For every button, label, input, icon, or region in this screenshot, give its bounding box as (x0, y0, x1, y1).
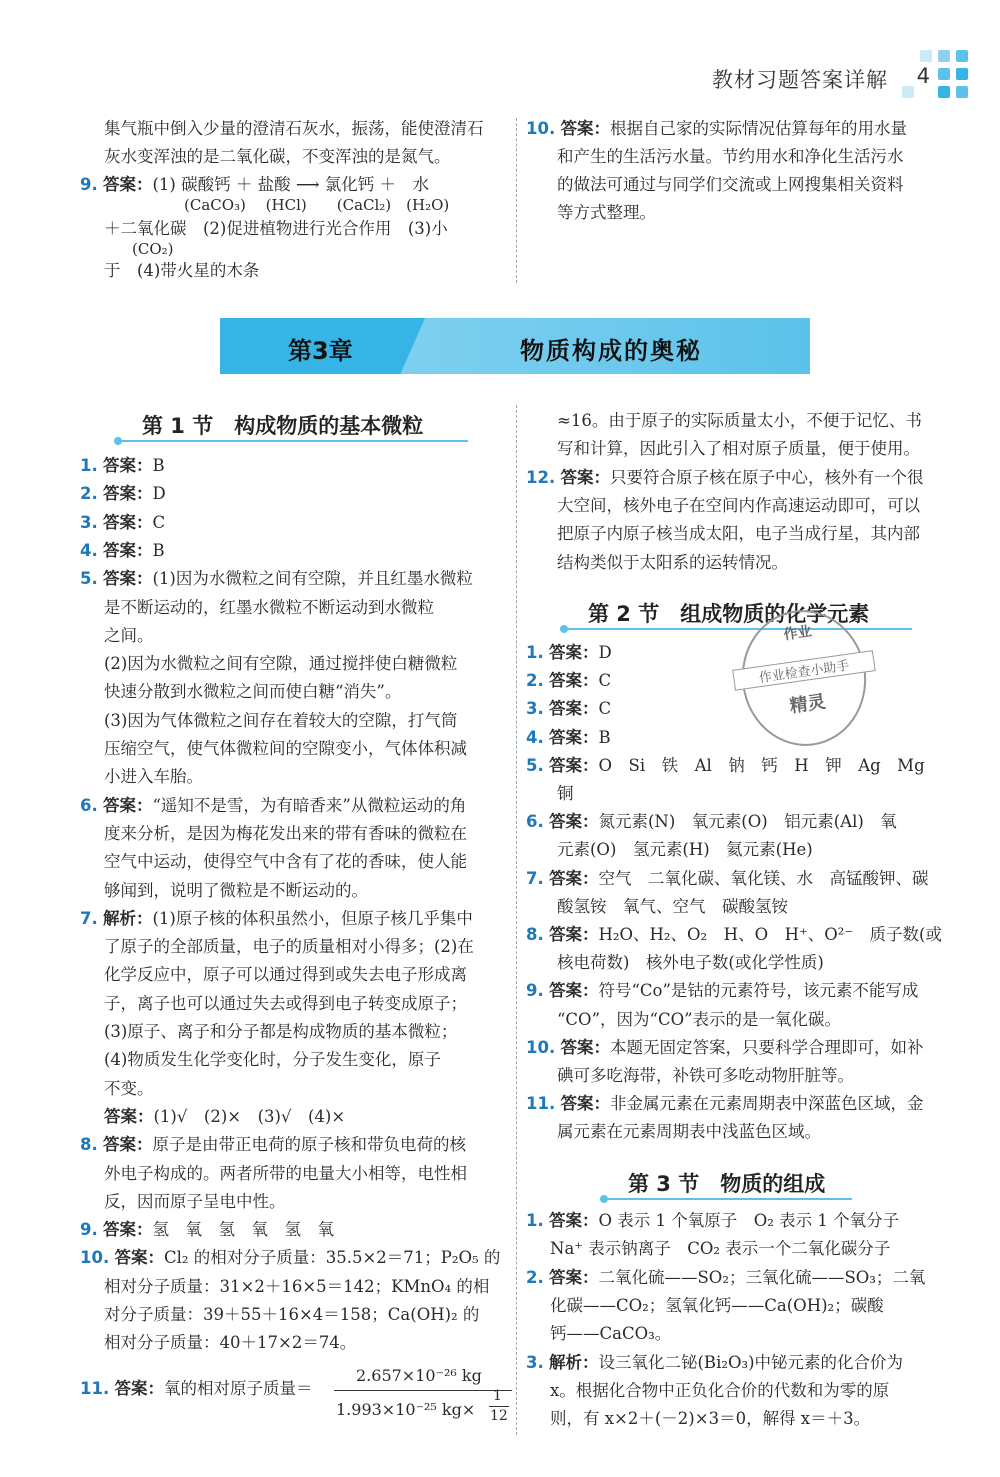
page-header-title: 教材习题答案详解 (712, 68, 888, 92)
text-line: 之间。 (104, 625, 154, 645)
answer-item: 4. 答案：B (80, 540, 165, 560)
text-line: 大空间，核外电子在空间内作高速运动即可，可以 (557, 495, 920, 515)
text-line: 属元素在元素周期表中浅蓝色区域。 (557, 1122, 821, 1142)
answer-item: 2. 答案：C (526, 671, 612, 691)
text-line: 于 (4)带火星的木条 (104, 261, 260, 280)
text-line: (CaCO₃) (HCl) (CaCl₂) (H₂O) (184, 196, 450, 214)
text-line: Na⁺ 表示钠离子 CO₂ 表示一个二氧化碳分子 (550, 1239, 891, 1259)
answer-item: 1. 答案：O 表示 1 个氧原子 O₂ 表示 1 个氧分子 (526, 1211, 900, 1230)
answer-item: 1. 答案：D (526, 643, 612, 662)
fraction-denominator: 1.993×10⁻²⁵ kg× (336, 1400, 476, 1419)
text-line: “CO”，因为“CO”表示的是一氧化碳。 (557, 1009, 842, 1029)
text-line: 子，离子也可以通过失去或得到电子转变成原子； (104, 993, 467, 1013)
section-underline (604, 1198, 852, 1200)
text-line: 够闻到，说明了微粒是不断运动的。 (104, 880, 368, 900)
fraction-numerator: 2.657×10⁻²⁶ kg (356, 1366, 482, 1385)
text-line: 度来分析，是因为梅花发出来的带有香味的微粒在 (104, 823, 467, 843)
answer-item: 9. 答案：符号“Co”是钴的元素符号，该元素不能写成 (526, 981, 919, 1001)
text-line: 空气中运动，使得空气中含有了花的香味，使人能 (104, 852, 467, 872)
text-line: (3)原子、离子和分子都是构成物质的基本微粒； (104, 1022, 458, 1041)
section-title-3: 第 3 节 物质的组成 (628, 1172, 826, 1196)
text-line: 碘可多吃海带，补铁可多吃动物肝脏等。 (557, 1066, 854, 1085)
text-line: 和产生的生活污水量。节约用水和净化生活污水 (557, 147, 904, 166)
text-line: (3)因为气体微粒之间存在着较大的空隙，打气筒 (104, 710, 458, 730)
text-line: 核电荷数) 核外电子数(或化学性质) (557, 953, 824, 973)
text-line: 外电子构成的。两者所带的电量大小相等，电性相 (104, 1163, 467, 1183)
column-divider-top (516, 118, 517, 283)
text-line: 酸氢铵 氧气、空气 碳酸氢铵 (557, 896, 788, 916)
answer-item: 9. 答案：(1) 碳酸钙 ＋ 盐酸 ⟶ 氯化钙 ＋ 水 (80, 175, 429, 194)
text-line: x。根据化合物中正负化合价的代数和为零的原 (550, 1380, 890, 1400)
section-dot-icon (560, 625, 568, 633)
text-line: 相对分子质量：31×2＋16×5＝142；KMnO₄ 的相 (104, 1276, 490, 1296)
answer-item: 5. 答案：(1)因为水微粒之间有空隙，并且红墨水微粒 (80, 569, 473, 589)
answer-item: 1. 答案：B (80, 456, 165, 475)
text-line: 铜 (557, 784, 574, 803)
text-line: (4)物质发生化学变化时，分子发生变化，原子 (104, 1050, 441, 1070)
text-line: 灰水变浑浊的是二氧化碳，不变浑浊的是氮气。 (104, 147, 451, 166)
answer-item: 7. 解析：(1)原子核的体积虽然小，但原子核几乎集中 (80, 908, 473, 928)
text-line: 压缩空气，使气体微粒间的空隙变小，气体体积减 (104, 739, 467, 758)
text-line: (2)因为水微粒之间有空隙，通过搅拌使白糖微粒 (104, 654, 458, 674)
text-line: 则，有 x×2＋(－2)×3＝0，解得 x＝＋3。 (550, 1409, 871, 1429)
section-title-2: 第 2 节 组成物质的化学元素 (588, 602, 870, 626)
answer-item: 3. 答案：C (526, 699, 612, 719)
text-line: 集气瓶中倒入少量的澄清石灰水，振荡，能使澄清石 (104, 119, 484, 138)
answer-item: 6. 答案：“遥知不是雪，为有暗香来”从微粒运动的角 (80, 795, 467, 815)
column-divider-main (516, 405, 517, 1435)
chapter-banner (220, 318, 810, 374)
answer-item: 10. 答案：Cl₂ 的相对分子质量：35.5×2＝71；P₂O₅ 的 (80, 1248, 501, 1268)
homework-checker-stamp: 作业 作业检查小助手 精灵 (733, 602, 875, 754)
text-line: 了原子的全部质量，电子的质量相对小得多；(2)在 (104, 937, 474, 957)
text-line: 不变。 (104, 1078, 154, 1098)
text-line: 元素(O) 氢元素(H) 氦元素(He) (557, 840, 813, 860)
text-line: ＋二氧化碳 (2)促进植物进行光合作用 (3)小 (104, 219, 448, 238)
answer-item: 2. 答案：D (80, 484, 166, 504)
answer-item: 3. 答案：C (80, 512, 166, 532)
text-line: 钙——CaCO₃。 (550, 1324, 672, 1344)
section-dot-icon (114, 437, 122, 445)
answer-item: 答案：(1)√ (2)× (3)√ (4)× (104, 1106, 346, 1126)
answer-item: 2. 答案：二氧化硫——SO₂；三氧化硫——SO₃；二氧 (526, 1267, 926, 1287)
answer-item: 4. 答案：B (526, 727, 611, 747)
text-line: ≈16。由于原子的实际质量太小，不便于记忆、书 (557, 411, 922, 430)
text-line: 小进入车胎。 (104, 767, 203, 787)
text-line: 化碳——CO₂；氢氧化钙——Ca(OH)₂；碳酸 (550, 1295, 884, 1315)
answer-item: 10. 答案：根据自己家的实际情况估算每年的用水量 (526, 119, 907, 138)
answer-item: 3. 解析：设三氧化二铋(Bi₂O₃)中铋元素的化合价为 (526, 1352, 904, 1372)
section-dot-icon (600, 1195, 608, 1203)
text-line: 化学反应中，原子可以通过得到或失去电子形成离 (104, 965, 467, 985)
chapter-title: 物质构成的奥秘 (520, 337, 702, 365)
fraction-small-num: 1 (493, 1388, 502, 1404)
answer-item: 6. 答案：氮元素(N) 氧元素(O) 铝元素(Al) 氧 (526, 812, 897, 832)
text-line: 相对分子质量：40＋17×2＝74。 (104, 1333, 357, 1353)
text-line: (CO₂) (132, 240, 174, 258)
text-line: 把原子内原子核当成太阳，电子当成行星，其内部 (557, 524, 920, 544)
text-line: 是不断运动的，红墨水微粒不断运动到水微粒 (104, 597, 434, 617)
answer-item: 9. 答案：氢 氧 氢 氧 氢 氧 (80, 1220, 334, 1240)
text-line: 等方式整理。 (557, 203, 656, 222)
fraction-small-den: 12 (490, 1408, 508, 1424)
answer-item: 12. 答案：只要符合原子核在原子中心，核外有一个很 (526, 467, 924, 487)
chapter-label: 第3章 (288, 337, 353, 365)
answer-item: 11. 答案：非金属元素在元素周期表中深蓝色区域，金 (526, 1094, 924, 1114)
fraction-bar (334, 1390, 512, 1391)
text-line: 对分子质量：39＋55＋16×4＝158；Ca(OH)₂ 的 (104, 1305, 480, 1324)
text-line: 反，因而原子呈电中性。 (104, 1191, 286, 1211)
text-line: 的做法可通过与同学们交流或上网搜集相关资料 (557, 175, 904, 194)
section-title-1: 第 1 节 构成物质的基本微粒 (142, 414, 424, 438)
answer-item: 5. 答案：O Si 铁 Al 钠 钙 H 钾 Ag Mg (526, 755, 925, 775)
page-number: 4 (916, 64, 930, 88)
section-underline (118, 440, 468, 442)
fraction-bar-small (489, 1406, 509, 1407)
text-line: 结构类似于太阳系的运转情况。 (557, 552, 788, 572)
answer-item: 10. 答案：本题无固定答案，只要科学合理即可，如补 (526, 1037, 924, 1057)
answer-item: 7. 答案：空气 二氧化碳、氧化镁、水 高锰酸钾、碳 (526, 868, 929, 888)
answer-item: 8. 答案：H₂O、H₂、O₂ H、O H⁺、O²⁻ 质子数(或 (526, 925, 942, 944)
answer-item: 8. 答案：原子是由带正电荷的原子核和带负电荷的核 (80, 1135, 466, 1155)
text-line: 快速分散到水微粒之间而使白糖“消失”。 (104, 682, 402, 702)
text-line: 写和计算，因此引入了相对原子质量，便于使用。 (557, 439, 920, 459)
